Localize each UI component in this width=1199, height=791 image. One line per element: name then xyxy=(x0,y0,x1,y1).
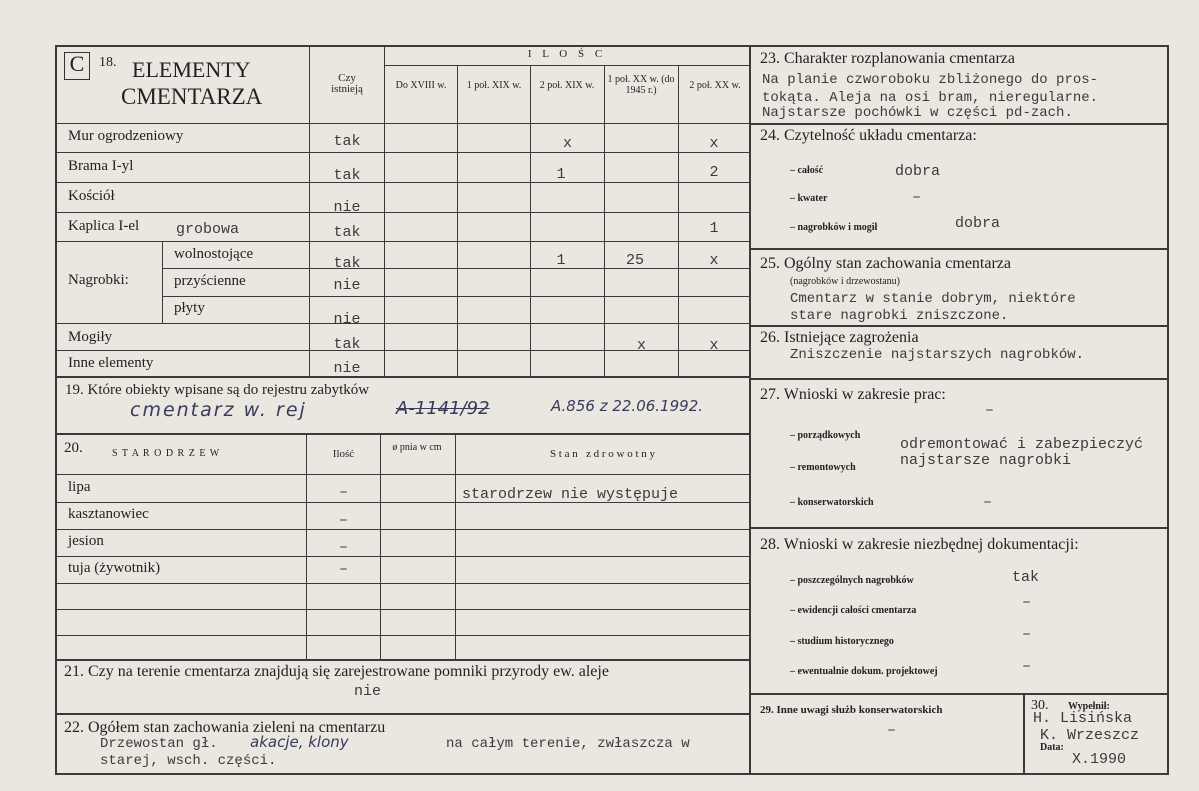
s23-title: 23. Charakter rozplanowania cmentarza xyxy=(760,50,1015,67)
row-note: grobowa xyxy=(176,221,240,238)
section-line xyxy=(56,376,750,378)
row-line xyxy=(56,474,750,475)
s27-label: – porządkowych xyxy=(790,430,861,441)
c18-letter: C xyxy=(69,51,85,76)
s28-value: tak xyxy=(1012,569,1040,586)
section-line xyxy=(750,693,1168,695)
qty-value: x xyxy=(709,252,719,269)
s24-value: – xyxy=(912,189,922,206)
tree-qty: – xyxy=(338,561,348,578)
col-line xyxy=(455,434,456,660)
s25-title: 25. Ogólny stan zachowania cmentarza xyxy=(760,255,1012,272)
s19-question: 19. Które obiekty wpisane są do rejestru zabytków xyxy=(65,382,370,398)
qty-value: 1 xyxy=(709,220,719,237)
tree-name: kasztanowiec xyxy=(68,506,149,522)
qty-header: I L O Ś C xyxy=(527,48,607,60)
c18-header-line xyxy=(56,123,750,124)
qty-value: x xyxy=(562,135,572,152)
s28-value: – xyxy=(1022,594,1032,611)
exists-value: tak xyxy=(333,336,361,353)
s23-line: tokąta. Aleja na osi bram, nieregularne. xyxy=(762,90,1099,106)
s30-name: K. Wrzeszcz xyxy=(1040,727,1140,744)
row-label: Kaplica I-el xyxy=(68,218,140,234)
s20-title: S T A R O D R Z E W xyxy=(112,448,221,459)
s27-label: – konserwatorskich xyxy=(790,497,874,508)
section-line xyxy=(750,527,1168,529)
exists-value: nie xyxy=(333,360,361,377)
row-line xyxy=(56,241,750,242)
row-line xyxy=(56,609,750,610)
s28-label: – poszczególnych nagrobków xyxy=(790,575,914,586)
s27-mark: – xyxy=(985,402,995,419)
s21-question: 21. Czy na terenie cmentarza znajdują się zarejestrowane pomniki przyrody ew. aleje xyxy=(64,663,609,680)
exists-value: nie xyxy=(333,311,361,328)
s30-date: X.1990 xyxy=(1072,751,1127,768)
s24-label: – nagrobków i mogił xyxy=(790,222,878,233)
exists-value: tak xyxy=(333,133,361,150)
row-line xyxy=(56,529,750,530)
s30-number: 30. xyxy=(1031,698,1049,713)
s24-value: dobra xyxy=(955,215,1001,232)
col-line xyxy=(457,65,458,377)
qty-value: 2 xyxy=(709,164,719,181)
col-line xyxy=(380,434,381,660)
nagrobki-label: Nagrobki: xyxy=(68,272,129,288)
qty-value: x xyxy=(636,337,646,354)
s19-handwritten: cmentarz w. rej xyxy=(130,399,307,421)
s20-number: 20. xyxy=(64,440,83,456)
s27-note: odremontować i zabezpieczyć xyxy=(900,436,1144,453)
outer-border-left xyxy=(55,45,57,775)
row-line xyxy=(56,182,750,183)
qty-value: 1 xyxy=(556,166,566,183)
nagrobki-divider xyxy=(162,241,163,323)
section-line xyxy=(750,325,1168,327)
col-line xyxy=(530,65,531,377)
s28-value: – xyxy=(1022,626,1032,643)
s24-title: 24. Czytelność układu cmentarza: xyxy=(760,127,977,144)
row-label: wolnostojące xyxy=(174,246,254,262)
section-line xyxy=(56,713,750,715)
s30-date-label: Data: xyxy=(1040,742,1064,753)
s29-title: 29. Inne uwagi służb konserwatorskich xyxy=(760,704,943,716)
s26-title: 26. Istniejące zagrożenia xyxy=(760,329,919,346)
s30-name: H. Lisińska xyxy=(1033,710,1133,727)
exists-value: tak xyxy=(333,224,361,241)
row-line xyxy=(56,635,750,636)
section-line xyxy=(750,378,1168,380)
tree-name: lipa xyxy=(68,479,91,495)
section-line xyxy=(56,433,750,435)
period-header: 2 poł. XX w. xyxy=(689,80,741,91)
c18-title-2: CMENTARZA xyxy=(121,84,263,109)
col-line xyxy=(604,65,605,377)
period-header: 2 poł. XIX w. xyxy=(539,80,595,91)
s22-line2: starej, wsch. części. xyxy=(100,753,277,769)
s22-question: 22. Ogółem stan zachowania zieleni na cmentarzu xyxy=(64,719,386,736)
tree-name: tuja (żywotnik) xyxy=(68,560,161,576)
s25-line: stare nagrobki zniszczone. xyxy=(790,308,1009,324)
exists-value: tak xyxy=(333,167,361,184)
s22-line1b: na całym terenie, zwłaszcza w xyxy=(446,736,690,752)
s27-value: – xyxy=(983,494,993,511)
s28-value: – xyxy=(1022,658,1032,675)
section-line xyxy=(750,123,1168,125)
period-header: Do XVIII w. xyxy=(395,80,447,91)
exists-value: tak xyxy=(333,255,361,272)
row-label: Mogiły xyxy=(68,329,113,345)
s28-label: – ewentualnie dokum. projektowej xyxy=(790,666,938,677)
s27-label: – remontowych xyxy=(790,462,856,473)
s21-answer: nie xyxy=(354,683,382,700)
s20-qty-header: Ilość xyxy=(332,448,355,460)
row-label: przyścienne xyxy=(174,273,246,289)
s20-health-header: S t a n z d r o w o t n y xyxy=(549,448,656,460)
c18-number: 18. xyxy=(99,55,117,70)
period-header: 1 poł. XX w. (do 1945 r.) xyxy=(607,74,675,96)
tree-qty: – xyxy=(338,539,348,556)
exists-header: Czy istnieją xyxy=(331,72,363,95)
row-label: Kościół xyxy=(68,188,115,204)
center-divider xyxy=(749,45,751,775)
row-label: Mur ogrodzeniowy xyxy=(68,128,184,144)
s24-value: dobra xyxy=(895,163,941,180)
qty-value: x xyxy=(709,135,719,152)
s20-diam-header: ø pnia w cm xyxy=(392,442,442,453)
s25-line: Cmentarz w stanie dobrym, niektóre xyxy=(790,291,1076,307)
s22-line1-handwritten: akacje, klony xyxy=(250,733,349,751)
row-line xyxy=(56,556,750,557)
tree-name: jesion xyxy=(68,533,104,549)
s28-title: 28. Wnioski w zakresie niezbędnej dokumentacji: xyxy=(760,536,1079,553)
qty-value: 1 xyxy=(556,252,566,269)
c18-title-1: ELEMENTY xyxy=(132,57,251,82)
row-line xyxy=(162,296,750,297)
s23-line: Na planie czworoboku zbliżonego do pros- xyxy=(762,72,1099,88)
col-line xyxy=(1023,694,1025,774)
section-line xyxy=(750,248,1168,250)
exists-value: nie xyxy=(333,199,361,216)
row-line xyxy=(56,212,750,213)
col-line xyxy=(384,46,385,377)
s20-health-note: starodrzew nie występuje xyxy=(462,486,679,503)
row-line xyxy=(56,583,750,584)
s27-title: 27. Wnioski w zakresie prac: xyxy=(760,386,946,403)
row-line xyxy=(56,152,750,153)
s28-label: – ewidencji całości cmentarza xyxy=(790,605,917,616)
s25-subtitle: (nagrobków i drzewostanu) xyxy=(790,276,900,287)
outer-border-right xyxy=(1167,45,1169,775)
qty-value: 25 xyxy=(625,252,644,269)
qty-header-line xyxy=(384,65,750,66)
row-label: płyty xyxy=(174,300,205,316)
outer-border-bottom xyxy=(55,773,1169,775)
s24-label: – kwater xyxy=(790,193,828,204)
s19-register-entry: A.856 z 22.06.1992. xyxy=(551,397,703,415)
period-header: 1 poł. XIX w. xyxy=(466,80,522,91)
row-label: Brama I-yl xyxy=(68,158,134,174)
row-label: Inne elementy xyxy=(68,355,154,371)
s23-line: Najstarsze pochówki w części pd-zach. xyxy=(762,105,1073,121)
row-line xyxy=(56,323,750,324)
s28-label: – studium historycznego xyxy=(790,636,894,647)
s19-crossed-entry: A-1141/92 xyxy=(396,398,490,419)
outer-border-top xyxy=(55,45,1169,47)
s27-note: najstarsze nagrobki xyxy=(900,452,1072,469)
tree-qty: – xyxy=(338,512,348,529)
s22-line1a: Drzewostan gł. xyxy=(100,736,218,752)
s26-text: Zniszczenie najstarszych nagrobków. xyxy=(790,347,1085,363)
exists-value: nie xyxy=(333,277,361,294)
s29-value: – xyxy=(887,722,897,739)
qty-value: x xyxy=(709,337,719,354)
s24-label: – całość xyxy=(790,165,824,176)
section-line xyxy=(56,659,750,661)
s30-filled-label: Wypełnił: xyxy=(1068,701,1110,712)
tree-qty: – xyxy=(338,484,348,501)
